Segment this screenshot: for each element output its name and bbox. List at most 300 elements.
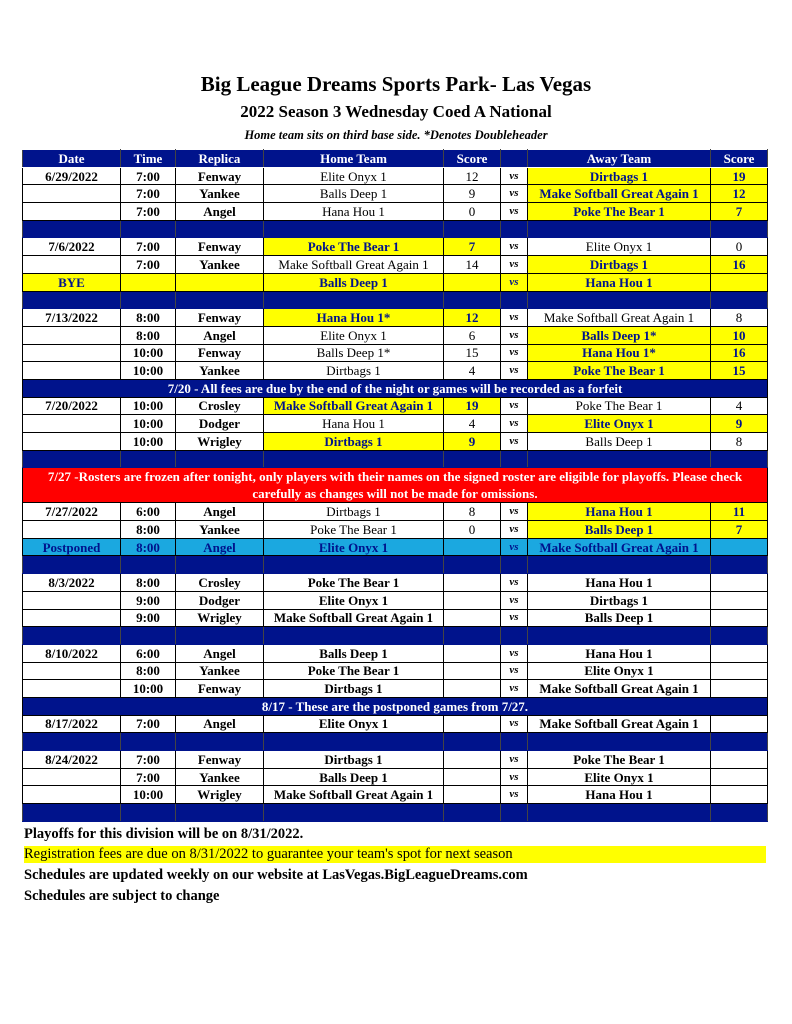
date-cell: 7/6/2022 — [23, 238, 121, 256]
time-cell — [121, 273, 176, 291]
home-team-cell: Balls Deep 1 — [264, 644, 444, 662]
spacer-cell — [501, 733, 528, 751]
replica-cell — [176, 273, 264, 291]
time-cell: 6:00 — [121, 644, 176, 662]
note-text: 7/27 -Rosters are frozen after tonight, only players with their names on the signed roster are eligible for playoffs. Please check carefully as changes will not be made for omissions. — [23, 468, 768, 503]
vs-cell: vs — [501, 521, 528, 539]
home-score-cell — [444, 715, 501, 733]
spacer-cell — [264, 220, 444, 238]
spacer-cell — [264, 627, 444, 645]
game-row — [23, 185, 768, 203]
away-team-cell: Make Softball Great Again 1 — [528, 185, 711, 203]
replica-cell: Wrigley — [176, 609, 264, 627]
spacer-cell — [528, 627, 711, 645]
replica-cell: Fenway — [176, 167, 264, 185]
date-cell — [23, 362, 121, 380]
date-cell: 7/27/2022 — [23, 503, 121, 521]
home-score-cell — [444, 662, 501, 680]
date-cell — [23, 662, 121, 680]
away-score-cell — [711, 538, 768, 556]
date-cell: 7/13/2022 — [23, 309, 121, 327]
away-score-cell: 10 — [711, 326, 768, 344]
home-team-cell: Elite Onyx 1 — [264, 326, 444, 344]
spacer-cell — [23, 220, 121, 238]
replica-cell: Fenway — [176, 238, 264, 256]
date-cell: Postponed — [23, 538, 121, 556]
away-score-cell — [711, 768, 768, 786]
away-team-cell: Balls Deep 1 — [528, 521, 711, 539]
roster-alert-row — [23, 468, 768, 503]
time-cell: 7:00 — [121, 238, 176, 256]
page-subtitle: 2022 Season 3 Wednesday Coed A National — [240, 102, 552, 121]
spacer-cell — [444, 291, 501, 309]
date-cell: 8/24/2022 — [23, 751, 121, 769]
spacer-cell — [176, 220, 264, 238]
game-row — [23, 591, 768, 609]
home-team-cell: Make Softball Great Again 1 — [264, 256, 444, 274]
spacer-cell — [444, 627, 501, 645]
home-score-cell: 4 — [444, 362, 501, 380]
home-team-cell: Balls Deep 1 — [264, 768, 444, 786]
replica-cell: Yankee — [176, 256, 264, 274]
replica-cell: Angel — [176, 715, 264, 733]
home-score-cell: 0 — [444, 203, 501, 221]
away-score-cell: 7 — [711, 521, 768, 539]
time-cell: 8:00 — [121, 538, 176, 556]
game-row — [23, 326, 768, 344]
away-score-cell — [711, 273, 768, 291]
date-cell — [23, 415, 121, 433]
date-cell — [23, 185, 121, 203]
replica-cell: Angel — [176, 644, 264, 662]
vs-cell: vs — [501, 326, 528, 344]
time-cell: 10:00 — [121, 680, 176, 698]
spacer-cell — [501, 804, 528, 822]
vs-cell: vs — [501, 751, 528, 769]
away-team-cell: Make Softball Great Again 1 — [528, 538, 711, 556]
replica-cell: Fenway — [176, 680, 264, 698]
vs-cell: vs — [501, 644, 528, 662]
away-score-cell — [711, 591, 768, 609]
game-row — [23, 503, 768, 521]
home-score-cell: 8 — [444, 503, 501, 521]
away-score-cell — [711, 662, 768, 680]
time-cell: 8:00 — [121, 309, 176, 327]
away-score-cell: 12 — [711, 185, 768, 203]
playoffs-note: Playoffs for this division will be on 8/31/2022. — [24, 826, 304, 842]
home-team-cell: Poke The Bear 1 — [264, 521, 444, 539]
header-time: Time — [121, 150, 176, 168]
date-cell — [23, 591, 121, 609]
vs-cell: vs — [501, 538, 528, 556]
date-cell — [23, 521, 121, 539]
note-row — [23, 697, 768, 715]
home-team-cell: Balls Deep 1* — [264, 344, 444, 362]
home-score-cell — [444, 591, 501, 609]
home-score-cell — [444, 538, 501, 556]
time-cell: 7:00 — [121, 167, 176, 185]
spacer-cell — [444, 804, 501, 822]
away-score-cell — [711, 786, 768, 804]
note-text: 8/17 - These are the postponed games from 7/27. — [23, 697, 768, 715]
time-cell: 10:00 — [121, 397, 176, 415]
vs-cell: vs — [501, 362, 528, 380]
date-cell: 8/3/2022 — [23, 574, 121, 592]
spacer-cell — [711, 450, 768, 468]
game-row — [23, 786, 768, 804]
postponed-row — [23, 538, 768, 556]
date-cell — [23, 433, 121, 451]
date-cell — [23, 326, 121, 344]
away-team-cell: Balls Deep 1 — [528, 609, 711, 627]
away-score-cell — [711, 715, 768, 733]
header-replica: Replica — [176, 150, 264, 168]
home-score-cell: 0 — [444, 521, 501, 539]
spacer-cell — [23, 627, 121, 645]
home-score-cell: 6 — [444, 326, 501, 344]
home-team-cell: Make Softball Great Again 1 — [264, 609, 444, 627]
replica-cell: Fenway — [176, 751, 264, 769]
time-cell: 10:00 — [121, 344, 176, 362]
home-team-cell: Elite Onyx 1 — [264, 538, 444, 556]
website-note: Schedules are updated weekly on our website at LasVegas.BigLeagueDreams.com — [24, 867, 528, 883]
spacer-cell — [711, 804, 768, 822]
home-team-cell: Poke The Bear 1 — [264, 662, 444, 680]
replica-cell: Angel — [176, 203, 264, 221]
vs-cell: vs — [501, 503, 528, 521]
away-team-cell: Dirtbags 1 — [528, 256, 711, 274]
home-team-cell: Balls Deep 1 — [264, 273, 444, 291]
home-score-cell — [444, 574, 501, 592]
away-score-cell: 0 — [711, 238, 768, 256]
away-score-cell: 4 — [711, 397, 768, 415]
spacer-cell — [444, 556, 501, 574]
replica-cell: Angel — [176, 503, 264, 521]
game-row — [23, 309, 768, 327]
spacer-row — [23, 556, 768, 574]
replica-cell: Crosley — [176, 397, 264, 415]
vs-cell: vs — [501, 203, 528, 221]
time-cell: 7:00 — [121, 751, 176, 769]
spacer-row — [23, 627, 768, 645]
spacer-cell — [444, 450, 501, 468]
game-row — [23, 167, 768, 185]
home-team-cell: Dirtbags 1 — [264, 680, 444, 698]
date-cell: 8/17/2022 — [23, 715, 121, 733]
vs-cell: vs — [501, 662, 528, 680]
spacer-cell — [23, 291, 121, 309]
away-team-cell: Poke The Bear 1 — [528, 751, 711, 769]
home-team-cell: Elite Onyx 1 — [264, 167, 444, 185]
vs-cell: vs — [501, 273, 528, 291]
replica-cell: Dodger — [176, 415, 264, 433]
replica-cell: Dodger — [176, 591, 264, 609]
spacer-row — [23, 220, 768, 238]
spacer-cell — [501, 556, 528, 574]
time-cell: 8:00 — [121, 521, 176, 539]
spacer-cell — [23, 450, 121, 468]
vs-cell: vs — [501, 185, 528, 203]
time-cell: 7:00 — [121, 203, 176, 221]
away-team-cell: Elite Onyx 1 — [528, 238, 711, 256]
away-score-cell: 11 — [711, 503, 768, 521]
home-team-cell: Hana Hou 1 — [264, 415, 444, 433]
home-team-cell: Dirtbags 1 — [264, 503, 444, 521]
away-team-cell: Balls Deep 1 — [528, 433, 711, 451]
time-cell: 10:00 — [121, 415, 176, 433]
time-cell: 10:00 — [121, 786, 176, 804]
spacer-cell — [264, 450, 444, 468]
time-cell: 8:00 — [121, 326, 176, 344]
replica-cell: Fenway — [176, 309, 264, 327]
away-score-cell: 16 — [711, 344, 768, 362]
time-cell: 8:00 — [121, 574, 176, 592]
away-team-cell: Elite Onyx 1 — [528, 768, 711, 786]
vs-cell: vs — [501, 397, 528, 415]
home-team-cell: Dirtbags 1 — [264, 751, 444, 769]
home-score-cell: 15 — [444, 344, 501, 362]
header-home-team: Home Team — [264, 150, 444, 168]
page-title: Big League Dreams Sports Park- Las Vegas — [200, 72, 592, 96]
replica-cell: Crosley — [176, 574, 264, 592]
away-team-cell: Poke The Bear 1 — [528, 203, 711, 221]
game-row — [23, 715, 768, 733]
home-score-cell: 7 — [444, 238, 501, 256]
away-score-cell: 7 — [711, 203, 768, 221]
away-team-cell: Dirtbags 1 — [528, 591, 711, 609]
game-row — [23, 644, 768, 662]
spacer-cell — [501, 220, 528, 238]
time-cell: 6:00 — [121, 503, 176, 521]
spacer-row — [23, 291, 768, 309]
away-team-cell: Make Softball Great Again 1 — [528, 680, 711, 698]
date-cell: 6/29/2022 — [23, 167, 121, 185]
spacer-cell — [444, 220, 501, 238]
spacer-cell — [23, 733, 121, 751]
time-cell: 8:00 — [121, 662, 176, 680]
home-team-note: Home team sits on third base side. *Denotes Doubleheader — [244, 128, 548, 142]
game-row — [23, 256, 768, 274]
vs-cell: vs — [501, 309, 528, 327]
time-cell: 7:00 — [121, 256, 176, 274]
vs-cell: vs — [501, 238, 528, 256]
replica-cell: Yankee — [176, 662, 264, 680]
home-team-cell: Hana Hou 1* — [264, 309, 444, 327]
replica-cell: Angel — [176, 326, 264, 344]
game-row — [23, 238, 768, 256]
spacer-row — [23, 733, 768, 751]
home-score-cell: 4 — [444, 415, 501, 433]
spacer-cell — [176, 450, 264, 468]
away-team-cell: Make Softball Great Again 1 — [528, 715, 711, 733]
time-cell: 9:00 — [121, 609, 176, 627]
home-score-cell: 9 — [444, 433, 501, 451]
game-row — [23, 362, 768, 380]
home-team-cell: Make Softball Great Again 1 — [264, 786, 444, 804]
game-row — [23, 521, 768, 539]
spacer-cell — [121, 220, 176, 238]
spacer-cell — [711, 291, 768, 309]
replica-cell: Yankee — [176, 768, 264, 786]
replica-cell: Yankee — [176, 362, 264, 380]
away-score-cell — [711, 680, 768, 698]
vs-cell: vs — [501, 344, 528, 362]
replica-cell: Angel — [176, 538, 264, 556]
spacer-cell — [528, 556, 711, 574]
away-score-cell: 8 — [711, 433, 768, 451]
replica-cell: Fenway — [176, 344, 264, 362]
spacer-cell — [711, 220, 768, 238]
spacer-cell — [444, 733, 501, 751]
spacer-cell — [121, 291, 176, 309]
date-cell: 8/10/2022 — [23, 644, 121, 662]
replica-cell: Wrigley — [176, 786, 264, 804]
date-cell: 7/20/2022 — [23, 397, 121, 415]
vs-cell: vs — [501, 680, 528, 698]
game-row — [23, 662, 768, 680]
game-row — [23, 397, 768, 415]
header-row — [23, 150, 768, 168]
header-home-score: Score — [444, 150, 501, 168]
date-cell — [23, 680, 121, 698]
spacer-cell — [528, 804, 711, 822]
header-away-score: Score — [711, 150, 768, 168]
spacer-cell — [501, 291, 528, 309]
away-team-cell: Poke The Bear 1 — [528, 397, 711, 415]
spacer-cell — [23, 804, 121, 822]
replica-cell: Yankee — [176, 521, 264, 539]
game-row — [23, 768, 768, 786]
away-score-cell — [711, 609, 768, 627]
away-team-cell: Hana Hou 1* — [528, 344, 711, 362]
header-away-team: Away Team — [528, 150, 711, 168]
home-score-cell — [444, 786, 501, 804]
vs-cell: vs — [501, 591, 528, 609]
vs-cell: vs — [501, 609, 528, 627]
game-row — [23, 609, 768, 627]
spacer-cell — [528, 450, 711, 468]
time-cell: 10:00 — [121, 433, 176, 451]
vs-cell: vs — [501, 786, 528, 804]
spacer-cell — [23, 556, 121, 574]
spacer-cell — [121, 556, 176, 574]
spacer-cell — [264, 291, 444, 309]
vs-cell: vs — [501, 256, 528, 274]
away-team-cell: Balls Deep 1* — [528, 326, 711, 344]
away-team-cell: Hana Hou 1 — [528, 644, 711, 662]
vs-cell: vs — [501, 433, 528, 451]
away-team-cell: Elite Onyx 1 — [528, 415, 711, 433]
vs-cell: vs — [501, 715, 528, 733]
header-date: Date — [23, 150, 121, 168]
away-score-cell: 16 — [711, 256, 768, 274]
schedule-table — [22, 149, 768, 822]
spacer-cell — [711, 556, 768, 574]
home-team-cell: Dirtbags 1 — [264, 362, 444, 380]
game-row — [23, 574, 768, 592]
spacer-cell — [711, 733, 768, 751]
away-team-cell: Hana Hou 1 — [528, 273, 711, 291]
home-team-cell: Hana Hou 1 — [264, 203, 444, 221]
home-team-cell: Elite Onyx 1 — [264, 715, 444, 733]
spacer-cell — [528, 733, 711, 751]
home-score-cell — [444, 751, 501, 769]
game-row — [23, 680, 768, 698]
away-score-cell — [711, 751, 768, 769]
away-team-cell: Hana Hou 1 — [528, 503, 711, 521]
home-team-cell: Poke The Bear 1 — [264, 238, 444, 256]
spacer-cell — [121, 804, 176, 822]
game-row — [23, 751, 768, 769]
spacer-cell — [176, 291, 264, 309]
date-cell: BYE — [23, 273, 121, 291]
home-team-cell: Dirtbags 1 — [264, 433, 444, 451]
away-team-cell: Hana Hou 1 — [528, 786, 711, 804]
spacer-cell — [501, 627, 528, 645]
spacer-cell — [176, 556, 264, 574]
away-score-cell: 9 — [711, 415, 768, 433]
spacer-cell — [528, 291, 711, 309]
away-score-cell: 15 — [711, 362, 768, 380]
spacer-cell — [264, 733, 444, 751]
away-team-cell: Make Softball Great Again 1 — [528, 309, 711, 327]
home-team-cell: Elite Onyx 1 — [264, 591, 444, 609]
spacer-cell — [176, 733, 264, 751]
spacer-cell — [176, 627, 264, 645]
game-row — [23, 415, 768, 433]
home-score-cell — [444, 273, 501, 291]
spacer-cell — [711, 627, 768, 645]
vs-cell: vs — [501, 415, 528, 433]
time-cell: 7:00 — [121, 768, 176, 786]
date-cell — [23, 344, 121, 362]
game-row — [23, 344, 768, 362]
game-row — [23, 203, 768, 221]
date-cell — [23, 786, 121, 804]
home-team-cell: Balls Deep 1 — [264, 185, 444, 203]
spacer-row — [23, 450, 768, 468]
replica-cell: Wrigley — [176, 433, 264, 451]
time-cell: 9:00 — [121, 591, 176, 609]
note-row — [23, 379, 768, 397]
home-score-cell: 19 — [444, 397, 501, 415]
game-row — [23, 433, 768, 451]
away-score-cell: 19 — [711, 167, 768, 185]
time-cell: 7:00 — [121, 185, 176, 203]
spacer-cell — [121, 733, 176, 751]
date-cell — [23, 609, 121, 627]
header-vs — [501, 150, 528, 168]
home-team-cell: Make Softball Great Again 1 — [264, 397, 444, 415]
vs-cell: vs — [501, 167, 528, 185]
home-team-cell: Poke The Bear 1 — [264, 574, 444, 592]
away-score-cell — [711, 644, 768, 662]
home-score-cell: 12 — [444, 167, 501, 185]
date-cell — [23, 768, 121, 786]
away-team-cell: Hana Hou 1 — [528, 574, 711, 592]
home-score-cell — [444, 768, 501, 786]
home-score-cell — [444, 644, 501, 662]
home-score-cell: 14 — [444, 256, 501, 274]
spacer-cell — [121, 450, 176, 468]
time-cell: 7:00 — [121, 715, 176, 733]
date-cell — [23, 203, 121, 221]
away-score-cell: 8 — [711, 309, 768, 327]
away-team-cell: Elite Onyx 1 — [528, 662, 711, 680]
away-score-cell — [711, 574, 768, 592]
spacer-row — [23, 804, 768, 822]
vs-cell: vs — [501, 768, 528, 786]
